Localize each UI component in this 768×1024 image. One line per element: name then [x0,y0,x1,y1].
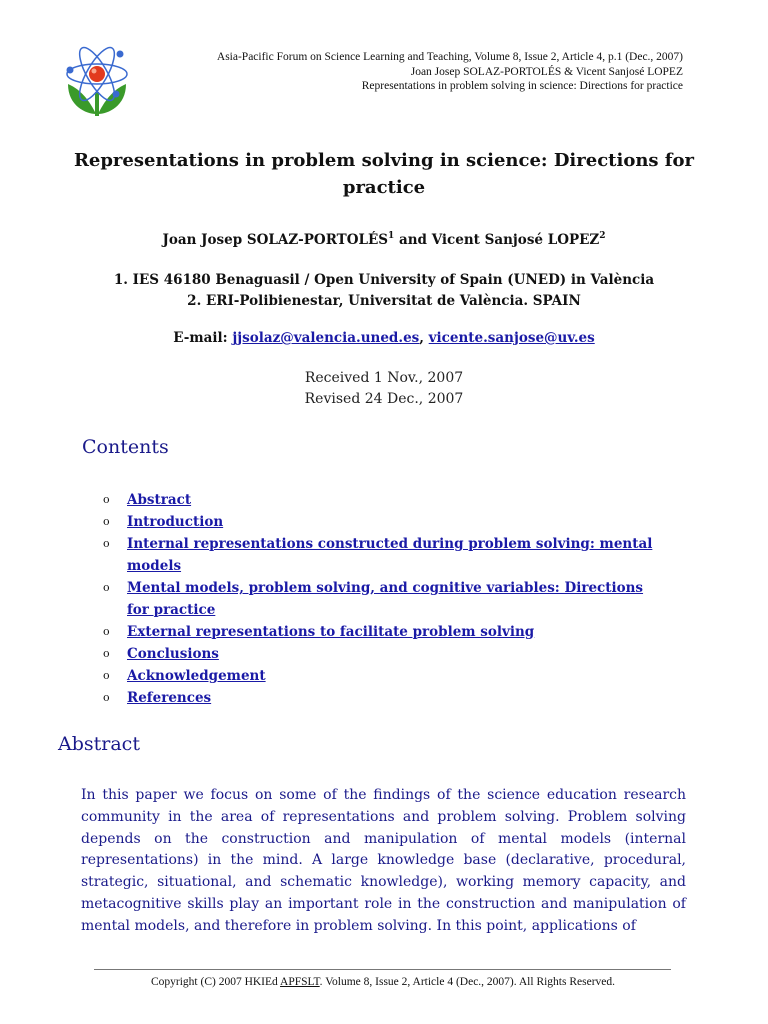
toc-link-mental-models[interactable]: Mental models, problem solving, and cognitive variables: Directions for practice [127,580,644,618]
footer-apfslt-link[interactable]: APFSLT [280,976,320,988]
bullet-icon: o [103,493,110,506]
journal-header [217,50,683,94]
page-footer [0,976,766,988]
abstract-body: In this paper we focus on some of the findings of the science education research community in the area of representations and problem solving. Problem solving depends on the construction and manipulation of mental models (internal representations) in the mind. A large knowledge base (declarative, procedural, strategic, situational, and schematic knowledge), working memory capacity, and metacognitive skills play an important role in the construction and manipulation of mental models, and therefore in problem solving. In this point, applications of [81,787,686,934]
toc-link-acknowledgement[interactable]: Acknowledgement [127,668,266,684]
author-2-affiliation-mark: 2 [599,231,606,241]
bullet-icon: o [103,515,110,528]
footer-rights: . Volume 8, Issue 2, Article 4 (Dec., 2007). All Rights Reserved. [319,976,616,988]
bullet-icon: o [103,625,110,638]
abstract-heading: Abstract [58,733,140,755]
affiliation-1: 1. IES 46180 Benaguasil / Open University of Spain (UNED) in València [113,272,655,288]
running-title: Representations in problem solving in science: Directions for practice [361,80,683,92]
toc-item [100,643,660,665]
toc-link-introduction[interactable]: Introduction [127,514,224,530]
affiliation-2: 2. ERI-Polibienestar, Universitat de València. SPAIN [187,293,581,309]
email-link-1[interactable]: jjsolaz@valencia.uned.es [232,330,420,346]
author-1-affiliation-mark: 1 [388,231,395,241]
bullet-icon: o [103,581,110,594]
footer-copyright: Copyright (C) 2007 HKIEd [150,976,281,988]
email-line [0,330,768,346]
revised-date: Revised 24 Dec., 2007 [304,391,464,407]
author-conjunction: and [394,232,432,248]
dates [0,368,768,410]
toc-item [100,511,660,533]
table-of-contents [100,489,660,709]
bullet-icon: o [103,669,110,682]
toc-link-external-representations[interactable]: External representations to facilitate problem solving [127,624,535,640]
toc-item [100,577,660,621]
toc-link-conclusions[interactable]: Conclusions [127,646,219,662]
journal-logo-icon [60,40,134,120]
toc-item [100,621,660,643]
toc-link-abstract[interactable]: Abstract [127,492,192,508]
toc-link-references[interactable]: References [127,690,212,706]
toc-item [100,665,660,687]
contents-heading: Contents [82,436,169,458]
author-line [0,231,768,248]
toc-item [100,489,660,511]
journal-citation: Asia-Pacific Forum on Science Learning and Teaching, Volume 8, Issue 2, Article 4, p.1 (Dec., 2007) [216,51,683,63]
footer-divider [94,969,671,970]
paper-title: Representations in problem solving in science: Directions for practice [73,150,695,198]
bullet-icon: o [103,691,110,704]
email-link-2[interactable]: vicente.sanjose@uv.es [428,330,595,346]
received-date: Received 1 Nov., 2007 [304,370,464,386]
toc-item [100,533,660,577]
toc-item [100,687,660,709]
email-separator: , [419,330,424,346]
bullet-icon: o [103,537,110,550]
author-1: Joan Josep SOLAZ-PORTOLÉS [162,232,389,248]
author-2: Vicent Sanjosé LOPEZ [431,232,600,248]
affiliations [0,270,768,312]
bullet-icon: o [103,647,110,660]
email-label: E-mail: [173,330,228,346]
toc-link-internal-representations[interactable]: Internal representations constructed during problem solving: mental models [127,536,653,574]
running-authors: Joan Josep SOLAZ-PORTOLÉS & Vicent Sanjosé LOPEZ [410,65,683,78]
